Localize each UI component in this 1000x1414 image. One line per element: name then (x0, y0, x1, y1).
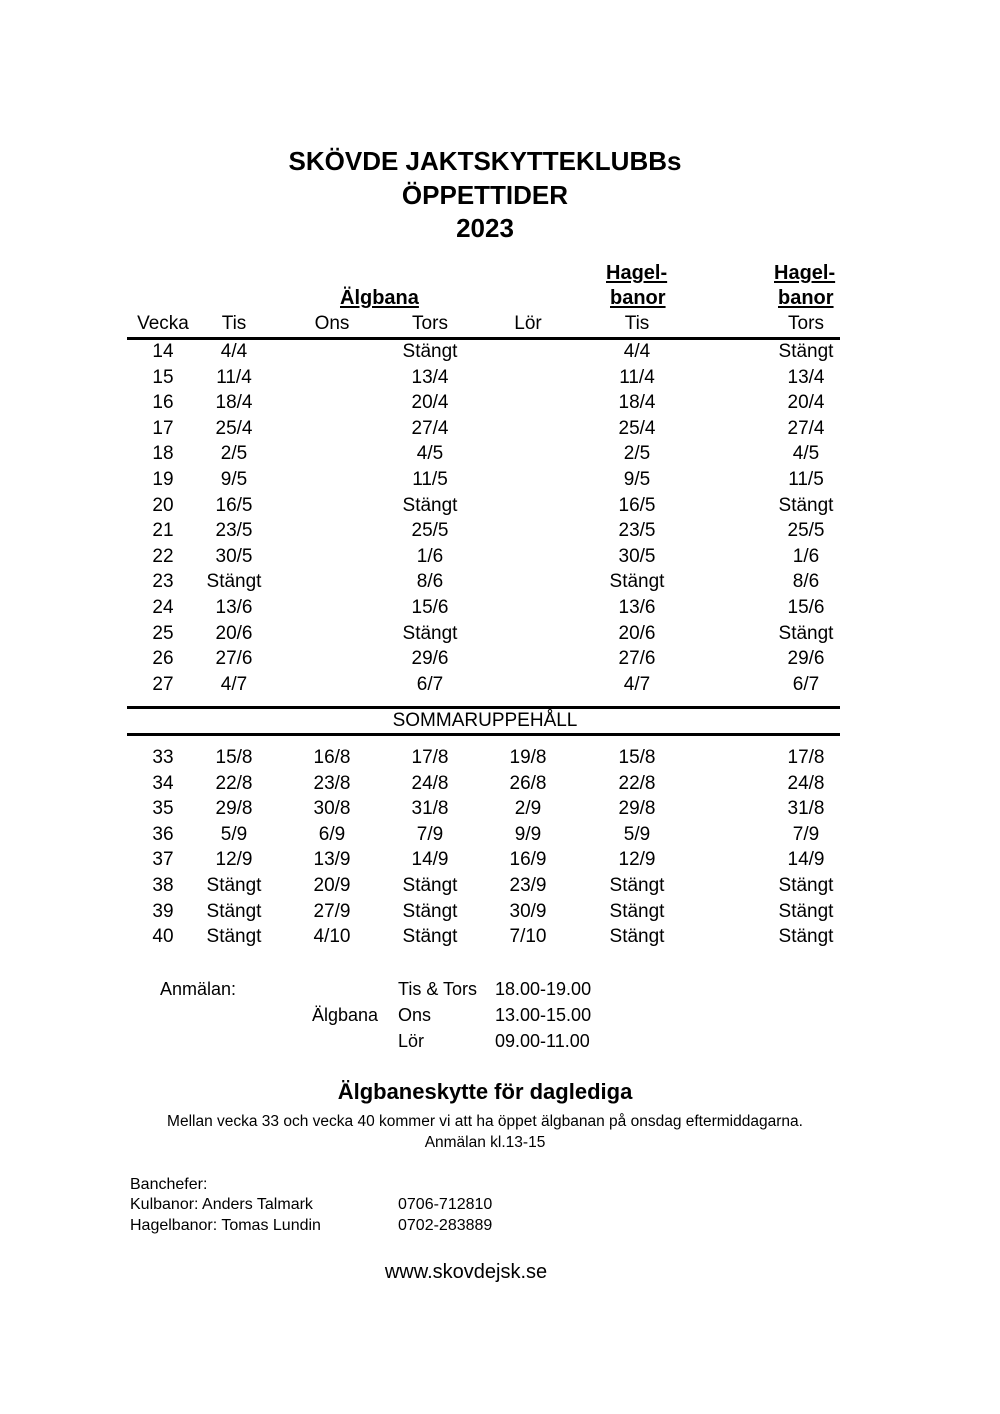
registration-day-2: Ons (398, 1005, 432, 1025)
cell-hagel-tors: 11/5 (788, 469, 824, 490)
cell-hagel-tors: 17/8 (787, 747, 825, 768)
registration-time-1: 18.00-19.00 (495, 979, 592, 999)
cell-hagel-tis: 2/5 (623, 443, 651, 465)
summer-rule-top (127, 706, 840, 709)
cell-hagel-tis: 12/9 (618, 849, 656, 871)
cell-tors: Stängt (402, 622, 458, 644)
cell-tors: 7/9 (416, 823, 444, 845)
cell-hagel-tis: 23/5 (618, 520, 656, 542)
cell-hagel-tis: 29/8 (618, 798, 656, 820)
cell-hagel-tors: 8/6 (792, 571, 820, 593)
cell-vecka: 26 (152, 648, 174, 670)
cell-hagel-tis: 11/4 (619, 366, 655, 388)
cell-hagel-tis: 4/7 (623, 673, 651, 695)
registration-label: Anmälan: (160, 979, 237, 999)
cell-hagel-tis: 9/5 (623, 469, 651, 490)
cell-hagel-tors: 27/4 (787, 417, 825, 439)
header-algbana: Älgbana (340, 287, 419, 309)
cell-tors: 4/5 (416, 443, 444, 465)
cell-vecka: 23 (152, 571, 174, 593)
cell-hagel-tors: 1/6 (792, 545, 820, 567)
cell-tors: 31/8 (411, 798, 449, 820)
cell-lor: 2/9 (514, 798, 542, 820)
cell-ons: 13/9 (313, 849, 351, 871)
cell-hagel-tors: 13/4 (787, 366, 825, 388)
col-header-tors: Tors (412, 313, 448, 334)
cell-hagel-tis: 20/6 (618, 622, 656, 644)
header-hagel-2-line-1: Hagel- (774, 262, 836, 284)
cell-hagel-tors: Stängt (778, 622, 834, 644)
daytime-heading: Älgbaneskytte för daglediga (337, 1079, 633, 1104)
cell-hagel-tis: Stängt (609, 900, 665, 922)
summer-rule-bottom (127, 733, 840, 736)
cell-ons: 6/9 (318, 823, 346, 845)
cell-tis: 11/4 (216, 366, 252, 388)
cell-tis: 4/4 (220, 341, 248, 362)
cell-tis: 30/5 (215, 545, 253, 567)
cell-tis: 22/8 (215, 772, 253, 794)
cell-vecka: 16 (152, 392, 174, 414)
col-header-tis: Tis (221, 313, 247, 334)
cell-hagel-tis: 13/6 (618, 597, 656, 618)
cell-vecka: 24 (152, 597, 174, 618)
cell-hagel-tis: 16/5 (618, 494, 656, 516)
registration-algbana-label: Älgbana (312, 1005, 379, 1025)
cell-lor: 23/9 (509, 875, 547, 896)
cell-tors: 24/8 (411, 772, 449, 794)
cell-ons: 4/10 (313, 926, 351, 948)
summer-break-label: SOMMARUPPEHÅLL (392, 710, 578, 731)
cell-ons: 30/8 (313, 798, 351, 820)
cell-tors: 6/7 (416, 673, 444, 695)
cell-hagel-tis: Stängt (609, 571, 665, 593)
cell-tis: 4/7 (220, 673, 248, 695)
cell-hagel-tors: 24/8 (787, 772, 825, 794)
cell-tors: 27/4 (411, 417, 449, 439)
cell-hagel-tis: 27/6 (618, 648, 656, 670)
cell-tis: 2/5 (220, 443, 248, 465)
cell-hagel-tors: 7/9 (792, 823, 820, 845)
page-title-year: 2023 (456, 213, 514, 243)
cell-lor: 7/10 (509, 926, 547, 948)
cell-ons: 27/9 (313, 900, 351, 922)
col-header-ons: Ons (314, 313, 350, 334)
cell-hagel-tis: 22/8 (618, 772, 656, 794)
cell-vecka: 37 (152, 849, 174, 871)
cell-hagel-tis: 4/4 (623, 341, 651, 362)
cell-tors: 17/8 (411, 747, 449, 768)
cell-tors: Stängt (402, 926, 458, 948)
cell-tors: 1/6 (416, 545, 444, 567)
cell-tis: 16/5 (215, 494, 253, 516)
contact-phone-1: 0706-712810 (398, 1196, 493, 1213)
cell-hagel-tors: 29/6 (787, 648, 825, 670)
cell-vecka: 21 (152, 520, 174, 542)
cell-hagel-tis: Stängt (609, 875, 665, 896)
cell-vecka: 39 (152, 900, 174, 922)
cell-hagel-tis: 5/9 (623, 823, 651, 845)
cell-tors: 20/4 (411, 392, 449, 414)
cell-hagel-tors: 25/5 (787, 520, 825, 542)
cell-vecka: 17 (152, 417, 174, 439)
page-title-line-1: SKÖVDE JAKTSKYTTEKLUBBs (288, 146, 682, 176)
cell-tors: Stängt (402, 900, 458, 922)
cell-tors: 29/6 (411, 648, 449, 670)
cell-hagel-tors: Stängt (778, 341, 834, 362)
registration-time-3: 09.00-11.00 (495, 1031, 590, 1051)
cell-tis: 12/9 (215, 849, 253, 871)
cell-hagel-tors: Stängt (778, 926, 834, 948)
cell-vecka: 34 (152, 772, 174, 794)
cell-hagel-tis: 18/4 (618, 392, 656, 414)
cell-tis: Stängt (206, 926, 262, 948)
registration-time-2: 13.00-15.00 (495, 1005, 592, 1025)
cell-tors: 11/5 (412, 469, 448, 490)
cell-hagel-tis: 15/8 (618, 747, 656, 768)
cell-ons: 23/8 (313, 772, 351, 794)
cell-tis: 13/6 (215, 597, 253, 618)
contact-phone-2: 0702-283889 (398, 1217, 493, 1234)
contact-role-1: Kulbanor: Anders Talmark (130, 1196, 313, 1213)
col-header-hagel-tis: Tis (624, 313, 650, 334)
cell-vecka: 27 (152, 673, 174, 695)
cell-vecka: 20 (152, 494, 174, 516)
cell-lor: 30/9 (509, 900, 547, 922)
cell-lor: 16/9 (509, 849, 547, 871)
cell-hagel-tors: 20/4 (787, 392, 825, 414)
cell-tors: 14/9 (411, 849, 449, 871)
cell-tors: 25/5 (411, 520, 449, 542)
cell-lor: 19/8 (509, 747, 547, 768)
cell-tis: 9/5 (220, 469, 248, 490)
cell-tis: 29/8 (215, 798, 253, 820)
daytime-line-2: Anmälan kl.13-15 (424, 1134, 546, 1151)
cell-hagel-tors: 31/8 (787, 798, 825, 820)
cell-hagel-tors: Stängt (778, 494, 834, 516)
header-hagel-1-line-1: Hagel- (606, 262, 668, 284)
cell-vecka: 40 (152, 926, 174, 948)
col-header-vecka: Vecka (137, 313, 189, 334)
cell-vecka: 36 (152, 823, 174, 845)
cell-tis: 20/6 (215, 622, 253, 644)
cell-vecka: 35 (152, 798, 174, 820)
cell-hagel-tors: 4/5 (792, 443, 820, 465)
cell-tis: 5/9 (220, 823, 248, 845)
cell-hagel-tis: 30/5 (618, 545, 656, 567)
cell-ons: 20/9 (313, 875, 351, 896)
cell-tis: 18/4 (215, 392, 253, 414)
cell-tors: Stängt (402, 875, 458, 896)
contacts-heading: Banchefer: (130, 1176, 208, 1193)
header-rule (127, 337, 840, 340)
cell-hagel-tors: 15/6 (787, 597, 825, 618)
cell-tis: 23/5 (215, 520, 253, 542)
cell-vecka: 22 (152, 545, 174, 567)
cell-lor: 26/8 (509, 772, 547, 794)
col-header-lor: Lör (514, 313, 542, 334)
cell-hagel-tors: Stängt (778, 875, 834, 896)
registration-day-3: Lör (398, 1031, 425, 1051)
page-title-line-2: ÖPPETTIDER (401, 180, 569, 210)
contact-role-2: Hagelbanor: Tomas Lundin (130, 1217, 321, 1234)
cell-lor: 9/9 (514, 823, 542, 845)
cell-tis: Stängt (206, 875, 262, 896)
cell-tors: 8/6 (416, 571, 444, 593)
cell-ons: 16/8 (313, 747, 351, 768)
registration-day-1: Tis & Tors (398, 979, 478, 999)
cell-hagel-tis: Stängt (609, 926, 665, 948)
cell-vecka: 18 (152, 443, 174, 465)
cell-tors: 15/6 (411, 597, 449, 618)
cell-vecka: 33 (152, 747, 174, 768)
cell-hagel-tors: 14/9 (787, 849, 825, 871)
header-hagel-1-line-2: banor (610, 287, 666, 309)
cell-tis: Stängt (206, 900, 262, 922)
cell-hagel-tors: Stängt (778, 900, 834, 922)
cell-vecka: 38 (152, 875, 174, 896)
cell-vecka: 19 (152, 469, 174, 490)
col-header-hagel-tors: Tors (788, 313, 824, 334)
website-link[interactable]: www.skovdejsk.se (384, 1261, 548, 1283)
header-hagel-2-line-2: banor (778, 287, 834, 309)
cell-vecka: 15 (152, 366, 174, 388)
cell-tors: Stängt (402, 494, 458, 516)
cell-tis: Stängt (206, 571, 262, 593)
daytime-line-1: Mellan vecka 33 och vecka 40 kommer vi att ha öppet älgbanan på onsdag eftermiddagarna. (167, 1113, 803, 1130)
cell-tors: Stängt (402, 341, 458, 362)
cell-vecka: 25 (152, 622, 174, 644)
cell-tors: 13/4 (411, 366, 449, 388)
cell-vecka: 14 (152, 341, 174, 362)
cell-tis: 27/6 (215, 648, 253, 670)
cell-hagel-tors: 6/7 (792, 673, 820, 695)
cell-hagel-tis: 25/4 (618, 417, 656, 439)
cell-tis: 15/8 (215, 747, 253, 768)
cell-tis: 25/4 (215, 417, 253, 439)
